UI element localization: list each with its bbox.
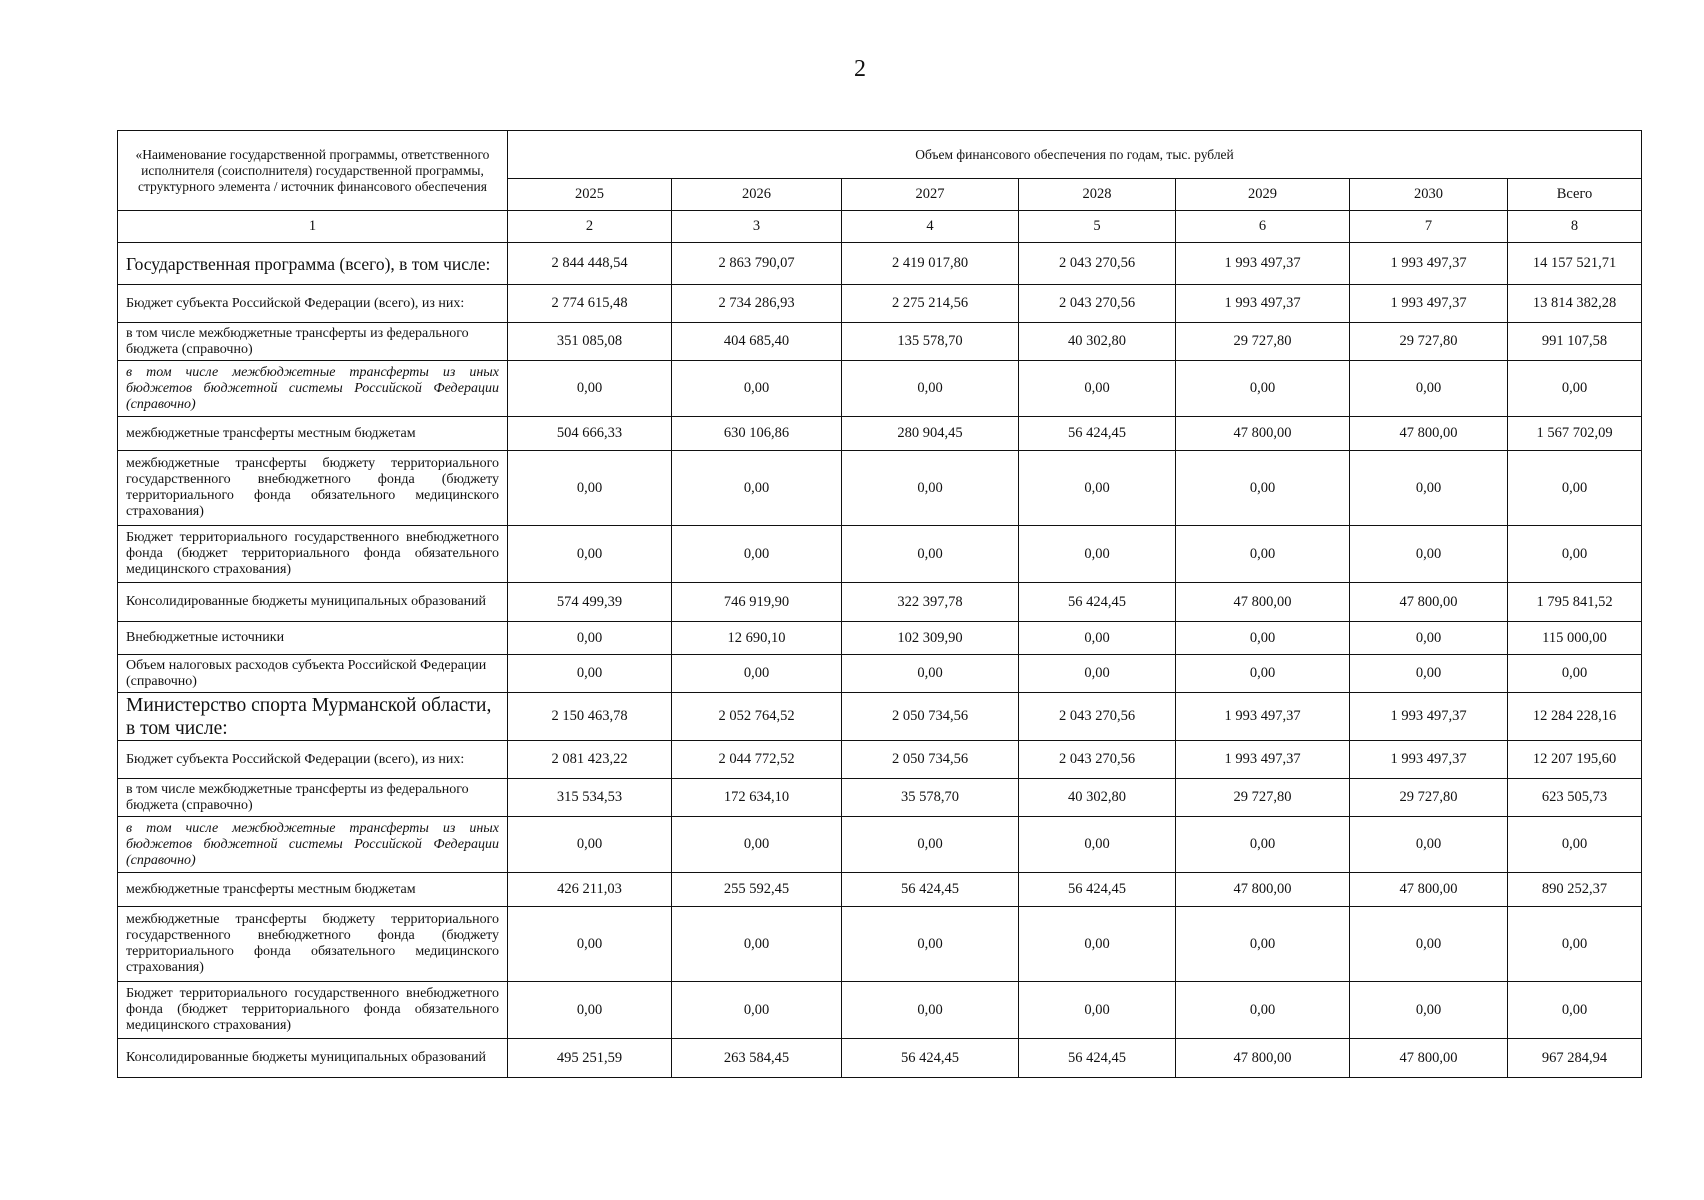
value-cell: 12 690,10 — [672, 622, 842, 655]
value-cell: 0,00 — [508, 655, 672, 693]
value-cell: 0,00 — [842, 817, 1019, 873]
value-cell: 0,00 — [842, 982, 1019, 1039]
row-label: в том числе межбюджетные трансферты из федерального бюджета (справочно) — [118, 323, 508, 361]
value-cell: 102 309,90 — [842, 622, 1019, 655]
value-cell: 0,00 — [1019, 622, 1176, 655]
value-cell: 0,00 — [672, 526, 842, 583]
value-cell: 40 302,80 — [1019, 323, 1176, 361]
column-number: 4 — [842, 211, 1019, 243]
value-cell: 0,00 — [508, 982, 672, 1039]
value-cell: 0,00 — [1019, 982, 1176, 1039]
value-cell: 172 634,10 — [672, 779, 842, 817]
total-cell: 991 107,58 — [1508, 323, 1642, 361]
value-cell: 0,00 — [672, 361, 842, 417]
value-cell: 0,00 — [842, 907, 1019, 982]
value-cell: 47 800,00 — [1350, 1039, 1508, 1078]
table-row — [118, 451, 1642, 526]
row-label: в том числе межбюджетные трансферты из федерального бюджета (справочно) — [118, 779, 508, 817]
page-number: 2 — [854, 56, 866, 82]
column-number: 7 — [1350, 211, 1508, 243]
value-cell: 2 081 423,22 — [508, 741, 672, 779]
total-header: Всего — [1508, 179, 1642, 211]
value-cell: 0,00 — [1176, 907, 1350, 982]
value-cell: 2 050 734,56 — [842, 741, 1019, 779]
value-cell: 29 727,80 — [1350, 779, 1508, 817]
value-cell: 2 863 790,07 — [672, 243, 842, 285]
table-row — [118, 741, 1642, 779]
value-cell: 2 150 463,78 — [508, 693, 672, 741]
value-cell: 0,00 — [842, 526, 1019, 583]
value-cell: 40 302,80 — [1019, 779, 1176, 817]
value-cell: 0,00 — [1019, 655, 1176, 693]
row-label: в том числе межбюджетные трансферты из иных бюджетов бюджетной системы Российской Федерации (справочно) — [118, 361, 508, 417]
row-label: Бюджет территориального государственного внебюджетного фонда (бюджет территориального фонда обязательного медицинского страхования) — [118, 982, 508, 1039]
value-cell: 1 993 497,37 — [1176, 285, 1350, 323]
value-cell: 2 043 270,56 — [1019, 285, 1176, 323]
value-cell: 0,00 — [672, 907, 842, 982]
value-cell: 0,00 — [1350, 526, 1508, 583]
value-cell: 0,00 — [508, 526, 672, 583]
row-label: межбюджетные трансферты местным бюджетам — [118, 873, 508, 907]
row-label: в том числе межбюджетные трансферты из иных бюджетов бюджетной системы Российской Федерации (справочно) — [118, 817, 508, 873]
value-cell: 0,00 — [672, 817, 842, 873]
value-cell: 746 919,90 — [672, 583, 842, 622]
value-cell: 0,00 — [842, 361, 1019, 417]
value-cell: 56 424,45 — [842, 873, 1019, 907]
value-cell: 47 800,00 — [1350, 873, 1508, 907]
total-cell: 0,00 — [1508, 451, 1642, 526]
total-cell: 12 207 195,60 — [1508, 741, 1642, 779]
value-cell: 2 734 286,93 — [672, 285, 842, 323]
value-cell: 47 800,00 — [1176, 583, 1350, 622]
financing-table — [117, 130, 1642, 1078]
row-label: межбюджетные трансферты местным бюджетам — [118, 417, 508, 451]
table-row — [118, 907, 1642, 982]
value-cell: 0,00 — [1019, 907, 1176, 982]
total-cell: 0,00 — [1508, 907, 1642, 982]
column-number: 6 — [1176, 211, 1350, 243]
value-cell: 0,00 — [842, 655, 1019, 693]
value-cell: 0,00 — [1176, 526, 1350, 583]
value-cell: 1 993 497,37 — [1176, 243, 1350, 285]
year-header: 2029 — [1176, 179, 1350, 211]
value-cell: 315 534,53 — [508, 779, 672, 817]
total-cell: 0,00 — [1508, 982, 1642, 1039]
value-cell: 2 043 270,56 — [1019, 243, 1176, 285]
name-column-header: «Наименование государственной программы, ответственного исполнителя (соисполнителя) государственной программы, структурного элемента / источник финансового обеспечения — [118, 131, 508, 211]
value-cell: 1 993 497,37 — [1350, 741, 1508, 779]
value-cell: 1 993 497,37 — [1350, 693, 1508, 741]
total-cell: 0,00 — [1508, 361, 1642, 417]
value-cell: 322 397,78 — [842, 583, 1019, 622]
value-cell: 1 993 497,37 — [1350, 285, 1508, 323]
total-cell: 1 567 702,09 — [1508, 417, 1642, 451]
column-number: 3 — [672, 211, 842, 243]
column-number: 5 — [1019, 211, 1176, 243]
value-cell: 0,00 — [1350, 907, 1508, 982]
value-cell: 56 424,45 — [1019, 1039, 1176, 1078]
total-cell: 14 157 521,71 — [1508, 243, 1642, 285]
value-cell: 2 419 017,80 — [842, 243, 1019, 285]
value-cell: 47 800,00 — [1176, 873, 1350, 907]
table-row — [118, 982, 1642, 1039]
row-label: Консолидированные бюджеты муниципальных образований — [118, 583, 508, 622]
value-cell: 0,00 — [672, 655, 842, 693]
value-cell: 0,00 — [1176, 817, 1350, 873]
row-label: Бюджет субъекта Российской Федерации (всего), из них: — [118, 285, 508, 323]
year-header: 2025 — [508, 179, 672, 211]
row-label: Бюджет территориального государственного внебюджетного фонда (бюджет территориального фонда обязательного медицинского страхования) — [118, 526, 508, 583]
table-row — [118, 323, 1642, 361]
value-cell: 2 052 764,52 — [672, 693, 842, 741]
value-cell: 0,00 — [1350, 817, 1508, 873]
table-row — [118, 1039, 1642, 1078]
year-header: 2028 — [1019, 179, 1176, 211]
value-cell: 29 727,80 — [1176, 779, 1350, 817]
table-row — [118, 361, 1642, 417]
value-cell: 255 592,45 — [672, 873, 842, 907]
table-row — [118, 655, 1642, 693]
value-cell: 0,00 — [508, 451, 672, 526]
value-cell: 0,00 — [842, 451, 1019, 526]
value-cell: 0,00 — [1176, 655, 1350, 693]
table-row — [118, 526, 1642, 583]
value-cell: 0,00 — [508, 622, 672, 655]
value-cell: 0,00 — [1176, 451, 1350, 526]
value-cell: 2 043 270,56 — [1019, 693, 1176, 741]
value-cell: 0,00 — [1350, 622, 1508, 655]
row-label: Министерство спорта Мурманской области, в том числе: — [118, 693, 508, 741]
total-cell: 890 252,37 — [1508, 873, 1642, 907]
value-cell: 47 800,00 — [1176, 1039, 1350, 1078]
row-label: Консолидированные бюджеты муниципальных образований — [118, 1039, 508, 1078]
value-cell: 0,00 — [672, 451, 842, 526]
value-cell: 495 251,59 — [508, 1039, 672, 1078]
value-cell: 630 106,86 — [672, 417, 842, 451]
value-cell: 0,00 — [1019, 451, 1176, 526]
value-cell: 0,00 — [1019, 817, 1176, 873]
value-cell: 1 993 497,37 — [1176, 741, 1350, 779]
value-cell: 351 085,08 — [508, 323, 672, 361]
value-cell: 0,00 — [1176, 361, 1350, 417]
value-cell: 0,00 — [1019, 526, 1176, 583]
table-row — [118, 622, 1642, 655]
table-row — [118, 583, 1642, 622]
table-row — [118, 417, 1642, 451]
year-header: 2027 — [842, 179, 1019, 211]
value-cell: 574 499,39 — [508, 583, 672, 622]
column-number: 1 — [118, 211, 508, 243]
table-row — [118, 873, 1642, 907]
row-label: Объем налоговых расходов субъекта Российской Федерации (справочно) — [118, 655, 508, 693]
value-cell: 2 844 448,54 — [508, 243, 672, 285]
table-row — [118, 817, 1642, 873]
total-cell: 12 284 228,16 — [1508, 693, 1642, 741]
value-cell: 0,00 — [508, 907, 672, 982]
value-cell: 0,00 — [1019, 361, 1176, 417]
row-label: Государственная программа (всего), в том числе: — [118, 243, 508, 285]
value-cell: 35 578,70 — [842, 779, 1019, 817]
value-cell: 29 727,80 — [1176, 323, 1350, 361]
table-row — [118, 243, 1642, 285]
table-row — [118, 779, 1642, 817]
total-cell: 0,00 — [1508, 526, 1642, 583]
value-cell: 0,00 — [1176, 622, 1350, 655]
total-cell: 13 814 382,28 — [1508, 285, 1642, 323]
volume-header: Объем финансового обеспечения по годам, тыс. рублей — [508, 131, 1642, 179]
value-cell: 56 424,45 — [842, 1039, 1019, 1078]
value-cell: 2 044 772,52 — [672, 741, 842, 779]
value-cell: 0,00 — [1350, 361, 1508, 417]
year-header: 2026 — [672, 179, 842, 211]
row-label: Внебюджетные источники — [118, 622, 508, 655]
row-label: межбюджетные трансферты бюджету территориального государственного внебюджетного фонда (бюджету территориального фонда обязательного медицинского страхования) — [118, 451, 508, 526]
value-cell: 0,00 — [508, 817, 672, 873]
value-cell: 0,00 — [508, 361, 672, 417]
value-cell: 280 904,45 — [842, 417, 1019, 451]
value-cell: 47 800,00 — [1350, 417, 1508, 451]
total-cell: 967 284,94 — [1508, 1039, 1642, 1078]
value-cell: 135 578,70 — [842, 323, 1019, 361]
value-cell: 47 800,00 — [1350, 583, 1508, 622]
value-cell: 1 993 497,37 — [1350, 243, 1508, 285]
value-cell: 0,00 — [1350, 982, 1508, 1039]
table-row — [118, 693, 1642, 741]
value-cell: 0,00 — [1350, 655, 1508, 693]
value-cell: 263 584,45 — [672, 1039, 842, 1078]
table-row — [118, 285, 1642, 323]
value-cell: 0,00 — [1350, 451, 1508, 526]
year-header: 2030 — [1350, 179, 1508, 211]
value-cell: 2 043 270,56 — [1019, 741, 1176, 779]
value-cell: 2 050 734,56 — [842, 693, 1019, 741]
total-cell: 623 505,73 — [1508, 779, 1642, 817]
value-cell: 1 993 497,37 — [1176, 693, 1350, 741]
column-numbers-row — [118, 211, 1642, 243]
row-label: Бюджет субъекта Российской Федерации (всего), из них: — [118, 741, 508, 779]
row-label: межбюджетные трансферты бюджету территориального государственного внебюджетного фонда (бюджету территориального фонда обязательного медицинского страхования) — [118, 907, 508, 982]
value-cell: 47 800,00 — [1176, 417, 1350, 451]
value-cell: 2 275 214,56 — [842, 285, 1019, 323]
total-cell: 1 795 841,52 — [1508, 583, 1642, 622]
value-cell: 0,00 — [672, 982, 842, 1039]
value-cell: 404 685,40 — [672, 323, 842, 361]
column-number: 2 — [508, 211, 672, 243]
value-cell: 29 727,80 — [1350, 323, 1508, 361]
column-number: 8 — [1508, 211, 1642, 243]
value-cell: 426 211,03 — [508, 873, 672, 907]
value-cell: 2 774 615,48 — [508, 285, 672, 323]
value-cell: 504 666,33 — [508, 417, 672, 451]
value-cell: 56 424,45 — [1019, 583, 1176, 622]
value-cell: 56 424,45 — [1019, 417, 1176, 451]
total-cell: 0,00 — [1508, 655, 1642, 693]
value-cell: 0,00 — [1176, 982, 1350, 1039]
total-cell: 115 000,00 — [1508, 622, 1642, 655]
total-cell: 0,00 — [1508, 817, 1642, 873]
value-cell: 56 424,45 — [1019, 873, 1176, 907]
